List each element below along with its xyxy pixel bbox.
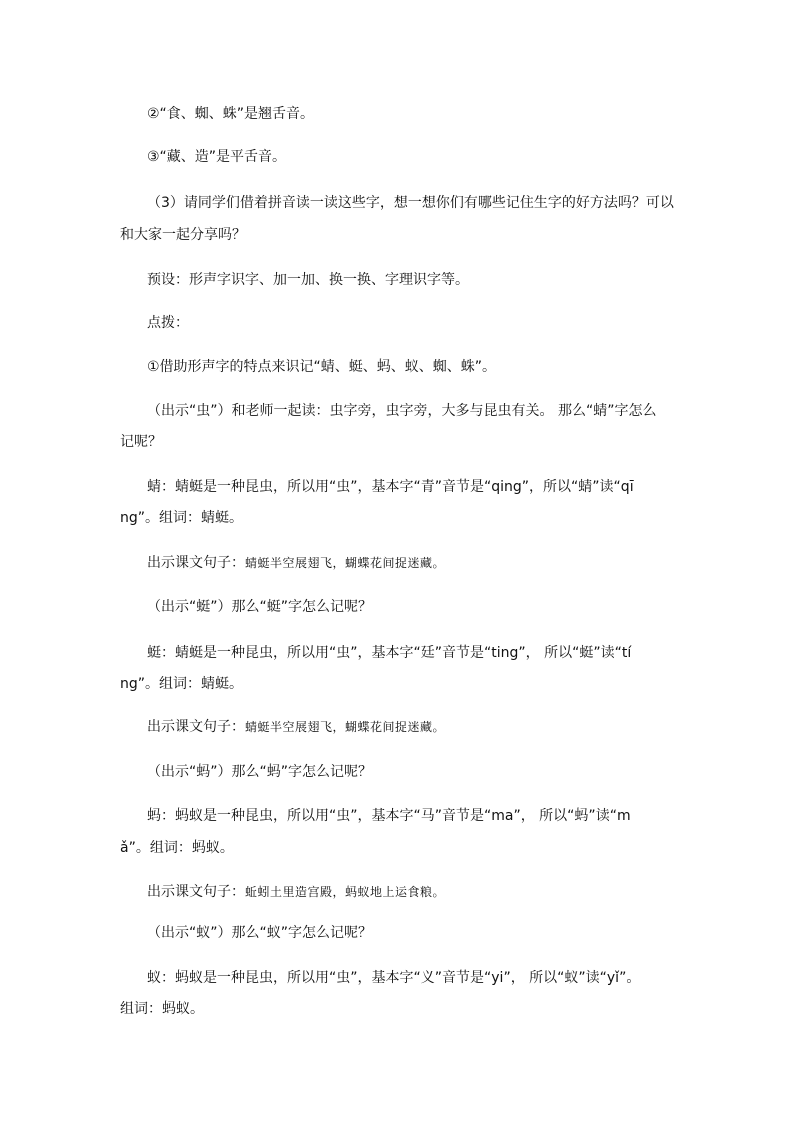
text-line: 蚁：蚂蚁是一种昆虫，所以用“虫”，基本字“义”音节是“yi”， 所以“蚁”读“yǐ”。 <box>147 970 641 986</box>
text-line: ①借助形声字的特点来识记“蜻、蜓、蚂、蚁、蜘、蛛”。 <box>147 359 497 375</box>
text-line: （出示“蚁”）那么“蚁”字怎么记呢？ <box>147 925 373 941</box>
text-line <box>147 717 700 737</box>
text-line: （3）请同学们借着拼音读一读这些字，想一想你们有哪些记住生字的好方法吗？可以 <box>147 195 674 211</box>
text-line: （出示“蚂”）那么“蚂”字怎么记呢？ <box>147 764 373 780</box>
text-line: ǎ”。组词：蚂蚁。 <box>120 840 234 856</box>
text-line: 预设：形声字识字、加一加、换一换、字理识字等。 <box>147 272 469 288</box>
text-line: ③“藏、造”是平舌音。 <box>147 149 287 165</box>
text-quote: 蜻蜓半空展翅飞，蝴蝶花间捉迷藏。 <box>245 720 446 734</box>
text-line <box>147 882 700 902</box>
text-line <box>147 553 700 573</box>
text-line: 蜻：蜻蜓是一种昆虫，所以用“虫”，基本字“青”音节是“qing”，所以“蜻”读“qī <box>147 479 634 495</box>
text-line: ng”。组词：蜻蜓。 <box>120 510 244 526</box>
text-line: 和大家一起分享吗？ <box>120 227 246 243</box>
text-line: 组词：蚂蚁。 <box>120 1001 204 1017</box>
text-label: 出示课文句子： <box>147 884 245 900</box>
text-quote: 蜻蜓半空展翅飞，蝴蝶花间捉迷藏。 <box>245 556 446 570</box>
text-line: 点拨： <box>147 315 189 331</box>
text-line: （出示“蜓”）那么“蜓”字怎么记呢？ <box>147 599 373 615</box>
text-line: ②“食、蜘、蛛”是翘舌音。 <box>147 106 315 122</box>
text-label: 出示课文句子： <box>147 555 245 571</box>
text-line: 蜓：蜻蜓是一种昆虫，所以用“虫”，基本字“廷”音节是“ting”， 所以“蜓”读“tí <box>147 645 632 661</box>
text-quote: 蚯蚓土里造宫殿，蚂蚁地上运食粮。 <box>245 885 446 899</box>
text-line: 蚂：蚂蚁是一种昆虫，所以用“虫”，基本字“马”音节是“ma”， 所以“蚂”读“m <box>147 808 631 824</box>
text-line: ng”。组词：蜻蜓。 <box>120 676 244 692</box>
text-line: 记呢？ <box>120 434 162 450</box>
text-label: 出示课文句子： <box>147 719 245 735</box>
text-line: （出示“虫”）和老师一起读：虫字旁，虫字旁，大多与昆虫有关。 那么“蜻”字怎么 <box>147 403 657 419</box>
